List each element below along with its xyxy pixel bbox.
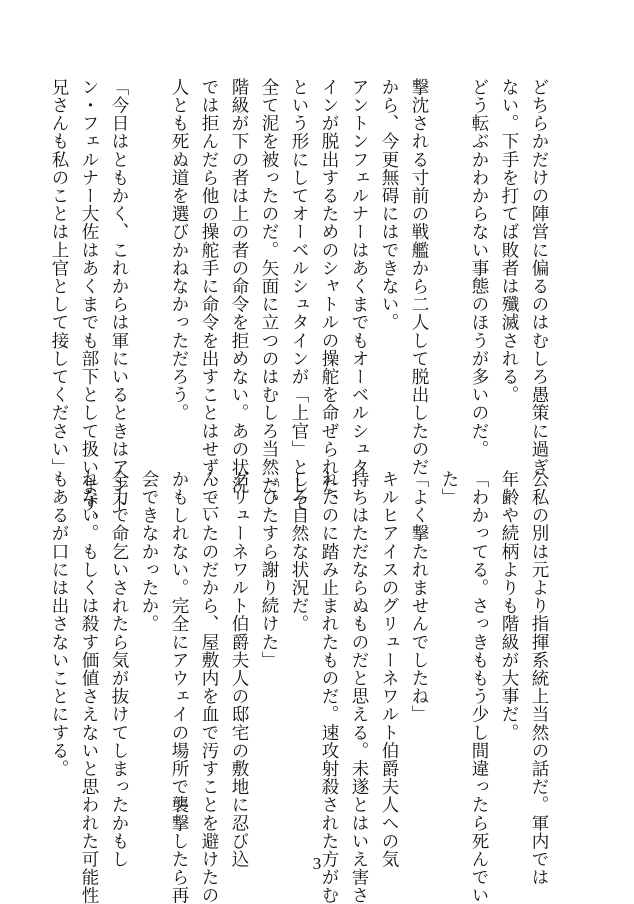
text-line: どう転ぶかわからない事態のほうが多いのだ。 [469,78,489,459]
text-line: どちらかだけの陣営に偏るのはむしろ愚策に過ぎ [529,78,549,477]
text-line: 撃沈される寸前の戦艦から二人して脱出したのだ [409,78,429,477]
text-line: かもしれない。完全にアウェイの場所で襲撃したら再 [169,470,189,904]
text-line: た」 [439,470,459,507]
page-number: 3 [312,854,322,873]
text-line: という形にしてオーベルシュタインが「上官」として [289,78,309,513]
text-line: もあるが口には出さないことにする。 [49,470,69,778]
text-line: インが脱出するためのシャトルの操舵を命ぜられた、 [319,78,339,513]
text-line: 「今日はともかく、これからは軍にいるときはアント [109,78,129,513]
text-line: 持ちはただならぬものだと思える。未遂とはいえ害さ [349,470,369,904]
text-line: 人とも死ぬ道を選びかねなかっただろう。 [169,78,189,422]
text-line: んでいたのだから、屋敷内を血で汚すことを避けたの [199,470,219,904]
lower-text-block [49,470,554,904]
blank-line [134,78,164,438]
text-line: 階級が下の者は上の者の命令を拒めない。あの状況 [229,78,249,495]
text-line: 「ひたすら謝り続けた」 [259,470,279,670]
text-line: では拒んだら他の操舵手に命令を出すことはせず、二 [199,78,219,513]
text-line: 「よく撃たれませんでしたね」 [409,470,429,724]
text-line: 会できなかったか。 [139,470,159,633]
text-line: グリューネワルト伯爵夫人の邸宅の敷地に忍び込 [229,470,249,869]
text-line: キルヒアイスのグリューネワルト伯爵夫人への気 [379,470,399,869]
upper-text-block [49,78,554,531]
blank-line [434,78,464,438]
text-line: ない。下手を打てば敗者は殲滅される。 [499,78,519,404]
text-line: から、今更無碍にはできない。 [379,78,399,332]
text-line: アントンフェルナーはあくまでもオーベルシュタ [349,78,369,477]
text-line: 全て泥を被ったのだ。矢面に立つのはむしろ当然だ。 [259,78,279,513]
text-line: ン・フェルナー大佐はあくまでも部下として扱います。 [79,78,99,531]
text-line: 兄さんも私のことは上官として接してください」 [49,78,69,477]
text-line: れない。もしくは殺す価値さえないと思われた可能性 [79,470,99,904]
text-line: れたのに踏み止まれたものだ。速攻射殺された方がむ [319,470,339,904]
text-line: しろ自然な状況だ。 [289,470,309,633]
text-line: 「わかってる。さっきももう少し間違ったら死んでい [469,470,489,904]
text-line: 全力で命乞いされたら気が抜けてしまったかもし [109,470,129,869]
text-line: 公私の別は元より指揮系統上当然の話だ。軍内では [529,470,549,887]
text-line: 年齢や続柄よりも階級が大事だ。 [499,470,519,742]
